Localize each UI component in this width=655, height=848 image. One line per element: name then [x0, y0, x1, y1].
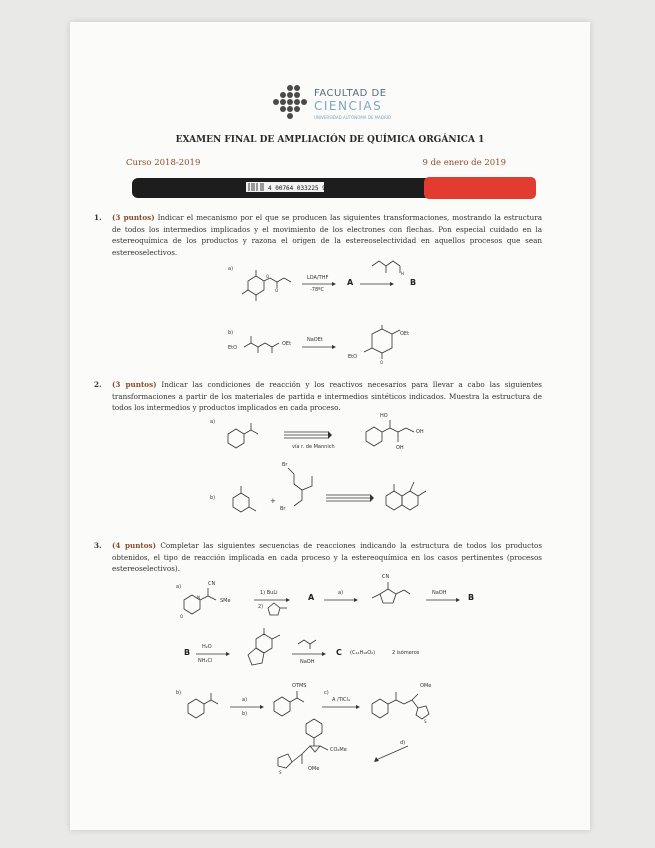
- question-3: [94, 540, 543, 575]
- q3a-product-a: A: [308, 593, 315, 602]
- q3a-step1: 1) BuLi: [260, 590, 278, 596]
- question-points: (4 puntos): [112, 541, 156, 550]
- svg-text:O: O: [380, 360, 384, 365]
- svg-text:S: S: [279, 770, 282, 775]
- logo-text-line3: UNIVERSIDAD AUTÓNOMA DE MADRID: [314, 115, 391, 120]
- q3a-h2o: H₂O: [202, 644, 212, 650]
- question-text: Indicar las condiciones de reacción y los reactivos necesarios para llevar a cabo las siguientes transformaciones a partir de los materiales de partida e intermedios sintéticos indicados. Muestra la estructura de todos los intermedios y productos implicados en cada proceso.: [112, 380, 542, 412]
- course-label: Curso 2018-2019: [126, 158, 201, 168]
- q3a-arrow-4: [196, 652, 230, 656]
- q1b-eto: EtO: [228, 345, 238, 351]
- q3a-spiro-diketone-molecule: [238, 625, 288, 675]
- question-number: 2.: [94, 380, 102, 389]
- q3b-ome2: OMe: [308, 766, 320, 772]
- q3b-otms: OTMS: [292, 683, 307, 689]
- q1b-reagent: NaOEt: [307, 337, 323, 343]
- q2-a-label: a): [210, 419, 216, 425]
- q1a-intermediate-a: A: [347, 278, 354, 287]
- q1a-aldehyde-molecule: [370, 256, 410, 278]
- q2a-acetophenone-molecule: [222, 420, 264, 454]
- q3-b-label: b): [176, 690, 182, 696]
- q1b-arrow: [302, 345, 336, 349]
- q1a-arrow-2: [360, 282, 394, 286]
- svg-text:H: H: [401, 271, 405, 276]
- q3a-step2: 2): [258, 604, 264, 610]
- q2b-multi-arrow: [326, 494, 374, 502]
- marker-pen: [128, 172, 543, 204]
- q3b-reagent: A /TiCl₄: [332, 697, 350, 703]
- q3b-step-b: b): [242, 711, 248, 717]
- question-points: (3 puntos): [112, 213, 155, 222]
- q1a-arrow: [302, 282, 336, 286]
- exam-sheet: [70, 22, 590, 830]
- logo-text-line2: CIENCIAS: [314, 99, 383, 113]
- q2b-br2: Br: [280, 506, 286, 512]
- q2a-oh: OH: [416, 429, 424, 435]
- question-1: [94, 212, 542, 258]
- q3a-naoh2: NaOH: [300, 659, 315, 665]
- q3a-sme: SMe: [220, 598, 231, 604]
- q3b-arrow-d: [370, 744, 410, 764]
- q2b-cyclohexenone-molecule: [225, 484, 265, 522]
- svg-text:S: S: [424, 719, 427, 724]
- logo-text-line1: FACULTAD DE: [314, 88, 387, 99]
- exam-date: 9 de enero de 2019: [422, 158, 506, 168]
- q3a-naoh: NaOH: [432, 590, 447, 596]
- svg-text:O: O: [180, 614, 184, 619]
- q2a-via-mannich: vía r. de Mannich: [292, 444, 335, 450]
- q2a-oh2: OH: [396, 445, 404, 451]
- question-2: [94, 379, 542, 414]
- q3a-arrow-2: [324, 598, 358, 602]
- q3a-cyano-cyclopentane-molecule: [364, 580, 414, 616]
- q3a-arrow-5: [292, 652, 326, 656]
- q3a-cn: CN: [208, 581, 216, 587]
- q3b-arrow-1: [230, 705, 264, 709]
- q2b-br1: Br: [282, 462, 288, 468]
- q3b-co2me: CO₂Me: [330, 747, 347, 753]
- question-number: 1.: [94, 213, 102, 222]
- q1-b-label: b): [228, 330, 234, 336]
- q3b-thiophene-ketone-molecule: [366, 682, 456, 730]
- q2-b-label: b): [210, 495, 216, 501]
- q2a-multi-arrow: [284, 431, 332, 439]
- q1b-product-oet: OEt: [400, 331, 410, 337]
- q3-a-label: a): [176, 584, 182, 590]
- svg-text:O: O: [266, 274, 270, 279]
- svg-text:N: N: [197, 595, 200, 600]
- q3a-product-c: C: [336, 648, 342, 657]
- q3b-arrow-2: [322, 705, 360, 709]
- q2b-dibromide-molecule: [282, 462, 322, 514]
- q3a-step-a: a): [338, 590, 344, 596]
- q1a-mesityl-ester-molecule: [238, 267, 298, 305]
- q1b-product-eto: EtO: [348, 354, 358, 360]
- q2a-diol-product-molecule: [360, 412, 426, 458]
- svg-text:O: O: [275, 288, 279, 293]
- q1a-product-b: B: [410, 278, 417, 287]
- question-text: Indicar el mecanismo por el que se producen las siguientes transformaciones, mostrando la estructura de todos los intermedios implicados y el movimiento de los electrones con flechas. Pon especial cuidado en la estereoquímica de los productos y razona el origen de la estereoselectividad en aquellos procesos que sean estereoselectivos.: [112, 213, 542, 257]
- q3b-ome: OMe: [420, 683, 432, 689]
- question-points: (3 puntos): [112, 380, 157, 389]
- question-number: 3.: [94, 541, 102, 550]
- q1a-reagent-temp: -78ºC: [310, 287, 325, 293]
- marker-cap: [424, 177, 536, 199]
- q3a-cyclopentanone-molecule: [265, 600, 293, 622]
- q3b-acetophenone-molecule: [182, 690, 224, 724]
- q3a-arrow-3: [426, 598, 460, 602]
- q3a-formula: (C₁₄H₁₈O₂): [350, 650, 376, 656]
- barcode-text: 4 00764 033225 9: [268, 185, 326, 192]
- q2b-spirocycle-product-molecule: [380, 474, 446, 524]
- q2b-plus: +: [270, 497, 276, 505]
- q1a-reagent-lda: LDA/THF: [307, 275, 329, 281]
- q3b-step-d: d): [400, 740, 406, 746]
- exam-title: EXAMEN FINAL DE AMPLIACIÓN DE QUÍMICA ORGÁNICA 1: [175, 135, 485, 145]
- q3a-nh4cl: NH₄Cl: [198, 658, 213, 664]
- q2a-ho: HO: [380, 413, 388, 419]
- q3b-step-a: a): [242, 697, 248, 703]
- q3b-step-c: c): [324, 690, 329, 696]
- q1b-oet: OEt: [282, 341, 292, 347]
- q3a-morpholine-nitrile-molecule: [178, 582, 240, 622]
- q3a-isomers: 2 isómeros: [392, 650, 420, 656]
- q3a-start-b: B: [184, 648, 191, 657]
- q3a-product-b: B: [468, 593, 475, 602]
- question-text: Completar las siguientes secuencias de reacciones indicando la estructura de todos los productos obtenidos, el tipo de reacción implicada en cada proceso y la estereoquímica en los casos pertinentes (procesos estereoselectivos).: [112, 541, 543, 573]
- faculty-logo-icon: [270, 82, 310, 122]
- q3a-enone-reagent-molecule: [296, 630, 324, 650]
- q1-a-label: a): [228, 266, 234, 272]
- q3a-cn2: CN: [382, 574, 390, 580]
